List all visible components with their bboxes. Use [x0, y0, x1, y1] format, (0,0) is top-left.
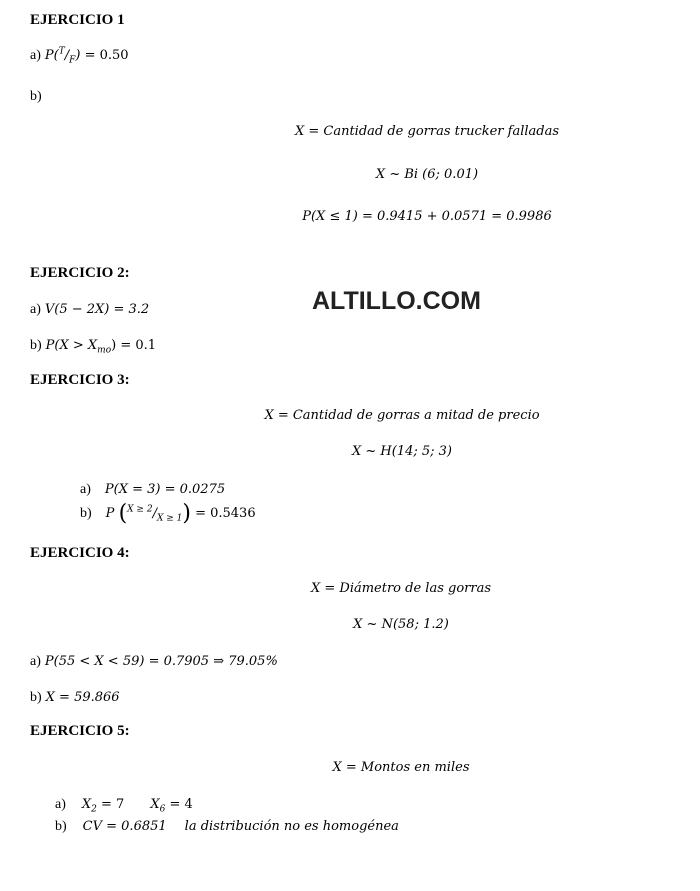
e5-a-label: a) — [55, 797, 66, 812]
e4-b-label: b) — [30, 690, 42, 705]
e5-answer-b — [55, 817, 399, 835]
e1-probability: P(X ≤ 1) = 0.9415 + 0.0571 = 0.9986 — [302, 209, 552, 224]
ejercicio-5-title: EJERCICIO 5: — [30, 723, 130, 739]
altillo-watermark: ALTILLO.COM — [312, 287, 481, 315]
e1-answer-a — [30, 46, 129, 66]
e2-b-formula: $P(X > X_{mo}$ — [45, 338, 112, 356]
e3-b-formula: P $(^{X \ge 2}/_{X \ge 1})$ — [105, 501, 191, 526]
ejercicio-1-title: EJERCICIO 1 — [30, 12, 125, 28]
e1-b-label: b) — [30, 89, 42, 104]
e5-a-x2-value: = 7 — [96, 797, 125, 812]
e5-a-x6: $X_6$ — [150, 797, 166, 815]
e3-a-expr: P(X = 3) = 0.0275 — [104, 482, 226, 497]
e3-a-label: a) — [80, 482, 91, 497]
e4-a-label: a) — [30, 654, 41, 669]
e4-b-expr: X = 59.866 — [45, 690, 120, 705]
e3-answer-a — [80, 480, 225, 498]
e4-variable-def: X = Diámetro de las gorras — [310, 581, 492, 596]
e2-a-label: a) — [30, 302, 41, 317]
ejercicio-4-title: EJERCICIO 4: — [30, 545, 130, 561]
e5-b-note: la distribución no es homogénea — [184, 819, 399, 834]
e3-b-value: = 0.5436 — [190, 506, 256, 521]
e2-answer-a — [30, 300, 149, 318]
e4-answer-a — [30, 652, 278, 670]
e5-a-x6-value: = 4 — [165, 797, 193, 812]
e1-a-label: a) — [30, 48, 41, 63]
e4-distribution: X ~ N(58; 1.2) — [353, 617, 449, 632]
e1-a-formula: $P(^T/_F)$ — [44, 46, 81, 66]
e3-variable-def: X = Cantidad de gorras a mitad de precio — [264, 408, 540, 423]
e5-b-expr: CV = 0.6851 — [82, 819, 167, 834]
e1-distribution: X ~ Bi (6; 0.01) — [375, 167, 479, 182]
e1-variable-def: X = Cantidad de gorras trucker falladas — [294, 124, 560, 139]
e2-b-value: ) = 0.1 — [111, 338, 157, 353]
e3-distribution: X ~ H(14; 5; 3) — [351, 444, 453, 459]
e5-variable-def: X = Montos en miles — [332, 760, 470, 775]
e5-a-x2: $X_2$ — [81, 797, 97, 815]
e2-a-expr: V(5 − 2X) = 3.2 — [44, 302, 150, 317]
ejercicio-2-title: EJERCICIO 2: — [30, 265, 130, 281]
ejercicio-3-title: EJERCICIO 3: — [30, 372, 130, 388]
e3-answer-b — [80, 501, 256, 526]
e5-b-label: b) — [55, 819, 67, 834]
e4-a-expr: P(55 < X < 59) = 0.7905 ⇒ 79.05% — [44, 654, 278, 669]
e2-b-label: b) — [30, 338, 42, 353]
e3-b-label: b) — [80, 506, 92, 521]
e4-answer-b — [30, 688, 120, 706]
e5-answer-a — [55, 795, 193, 815]
e2-answer-b — [30, 336, 156, 356]
e1-a-value: = 0.50 — [80, 48, 129, 63]
